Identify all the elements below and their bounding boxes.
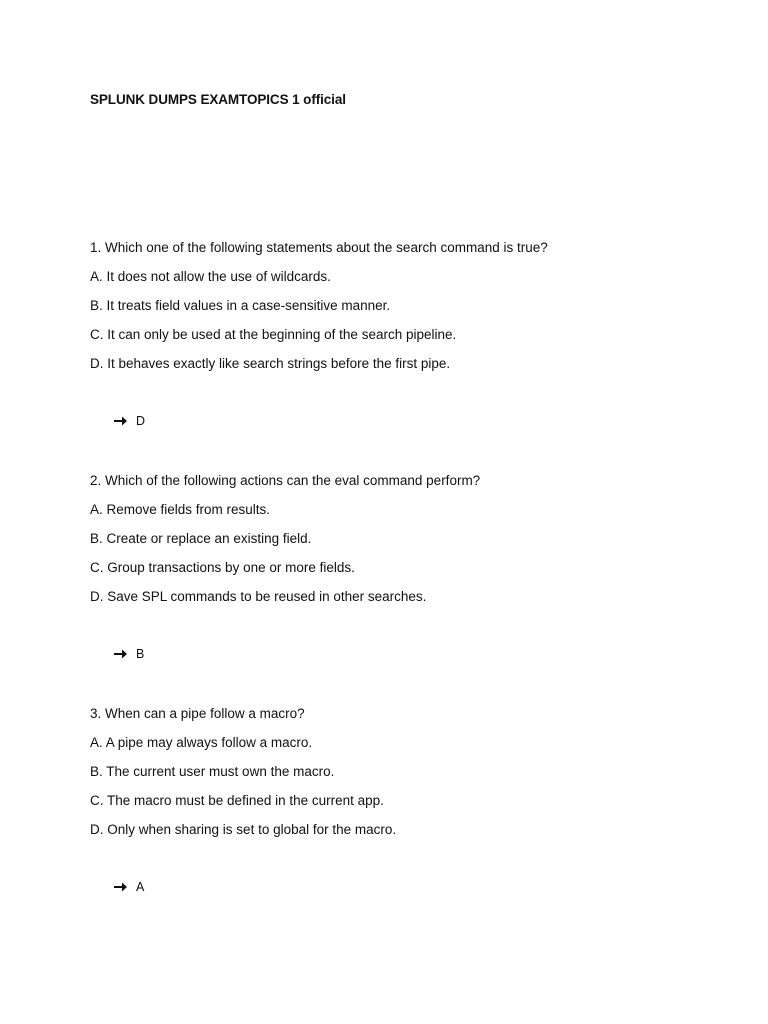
answer-letter: A <box>136 880 145 894</box>
option-a: A. Remove fields from results. <box>90 502 271 517</box>
option-d: D. Save SPL commands to be reused in other searches. <box>90 589 427 604</box>
option-c: C. The macro must be defined in the current app. <box>90 793 384 808</box>
answer-row-2 <box>114 644 144 664</box>
option-c: C. It can only be used at the beginning of the search pipeline. <box>90 327 457 342</box>
option-d: D. Only when sharing is set to global for the macro. <box>90 822 397 837</box>
right-arrow-icon <box>114 648 127 660</box>
question-text: 1. Which one of the following statements about the search command is true? <box>90 240 548 255</box>
option-b: B. The current user must own the macro. <box>90 764 335 779</box>
answer-letter: D <box>136 414 146 428</box>
option-b: B. Create or replace an existing field. <box>90 531 312 546</box>
document-title: SPLUNK DUMPS EXAMTOPICS 1 official <box>90 92 346 107</box>
option-d: D. It behaves exactly like search strings before the first pipe. <box>90 356 451 371</box>
answer-row-3 <box>114 877 144 897</box>
question-text: 3. When can a pipe follow a macro? <box>90 706 305 721</box>
question-block-2 <box>90 471 730 616</box>
option-a: A. It does not allow the use of wildcards. <box>90 269 331 284</box>
option-c: C. Group transactions by one or more fields. <box>90 560 355 575</box>
right-arrow-icon <box>114 881 127 893</box>
answer-letter: B <box>136 647 145 661</box>
answer-row-1 <box>114 411 145 431</box>
question-block-3 <box>90 704 730 849</box>
option-b: B. It treats field values in a case-sensitive manner. <box>90 298 391 313</box>
option-a: A. A pipe may always follow a macro. <box>90 735 313 750</box>
question-block-1 <box>90 238 730 383</box>
question-text: 2. Which of the following actions can the eval command perform? <box>90 473 481 488</box>
right-arrow-icon <box>114 415 127 427</box>
